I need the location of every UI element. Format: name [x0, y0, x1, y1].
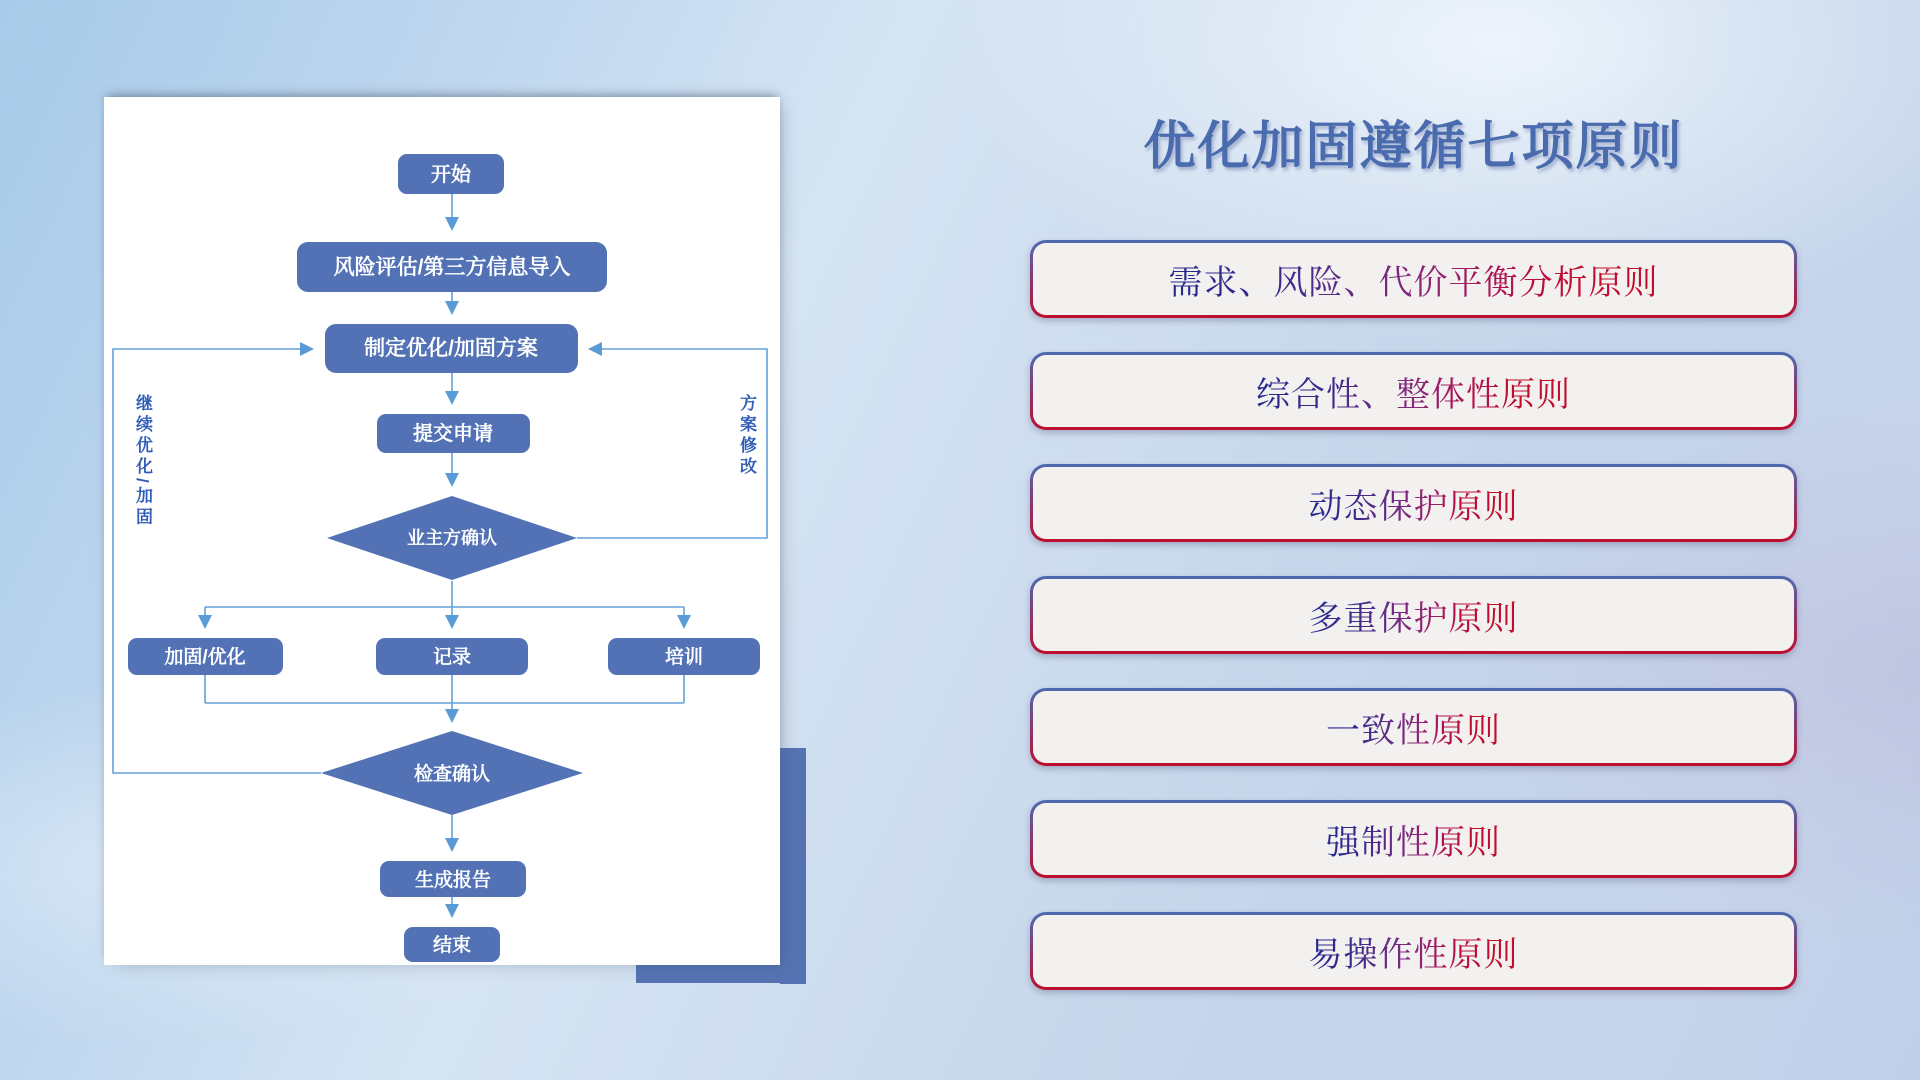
svg-text:加固/优化: 加固/优化 — [164, 647, 246, 668]
principle-card-4 — [1030, 576, 1797, 654]
svg-text:制定优化/加固方案: 制定优化/加固方案 — [364, 337, 538, 360]
principle-label: 综合性、整体性原则 — [1256, 367, 1571, 416]
flowchart-panel — [104, 97, 780, 965]
loop-label-continue-optimize: 继续优化/加固 — [133, 394, 152, 529]
node-start — [398, 154, 504, 194]
principle-label: 易操作性原则 — [1309, 927, 1519, 976]
principle-card-6 — [1030, 800, 1797, 878]
principle-card-1 — [1030, 240, 1797, 318]
principle-card-3 — [1030, 464, 1797, 542]
node-report — [380, 861, 526, 897]
node-end — [404, 927, 500, 962]
principle-label: 多重保护原则 — [1309, 591, 1519, 640]
svg-text:检查确认: 检查确认 — [413, 764, 491, 785]
svg-text:记录: 记录 — [432, 647, 472, 668]
node-check-confirm-diamond — [321, 731, 583, 815]
accent-bar-horizontal — [636, 962, 806, 983]
loop-label-plan-revise: 方案修改 — [737, 394, 756, 478]
principle-label: 动态保护原则 — [1309, 479, 1519, 528]
flowchart-canvas — [104, 97, 780, 965]
principle-card-7 — [1030, 912, 1797, 990]
node-training — [608, 638, 760, 675]
node-submit — [377, 414, 530, 453]
svg-text:结束: 结束 — [432, 935, 472, 956]
svg-text:开始: 开始 — [431, 164, 471, 186]
svg-text:生成报告: 生成报告 — [414, 870, 492, 891]
svg-text:业主方确认: 业主方确认 — [407, 528, 497, 548]
accent-bar-vertical — [780, 748, 806, 984]
svg-text:提交申请: 提交申请 — [413, 423, 493, 445]
node-owner-confirm-diamond — [327, 496, 577, 580]
node-risk-import — [297, 242, 607, 292]
principle-label: 一致性原则 — [1326, 703, 1501, 752]
principle-label: 强制性原则 — [1326, 815, 1501, 864]
principle-card-5 — [1030, 688, 1797, 766]
page-title: 优化加固遵循七项原则 — [1143, 118, 1684, 176]
node-plan — [325, 324, 578, 373]
svg-text:风险评估/第三方信息导入: 风险评估/第三方信息导入 — [333, 256, 571, 279]
principles-list — [1030, 240, 1797, 1024]
node-record — [376, 638, 528, 675]
principle-label: 需求、风险、代价平衡分析原则 — [1169, 255, 1659, 304]
node-reinforce — [128, 638, 283, 675]
svg-text:培训: 培训 — [664, 647, 704, 668]
principle-card-2 — [1030, 352, 1797, 430]
